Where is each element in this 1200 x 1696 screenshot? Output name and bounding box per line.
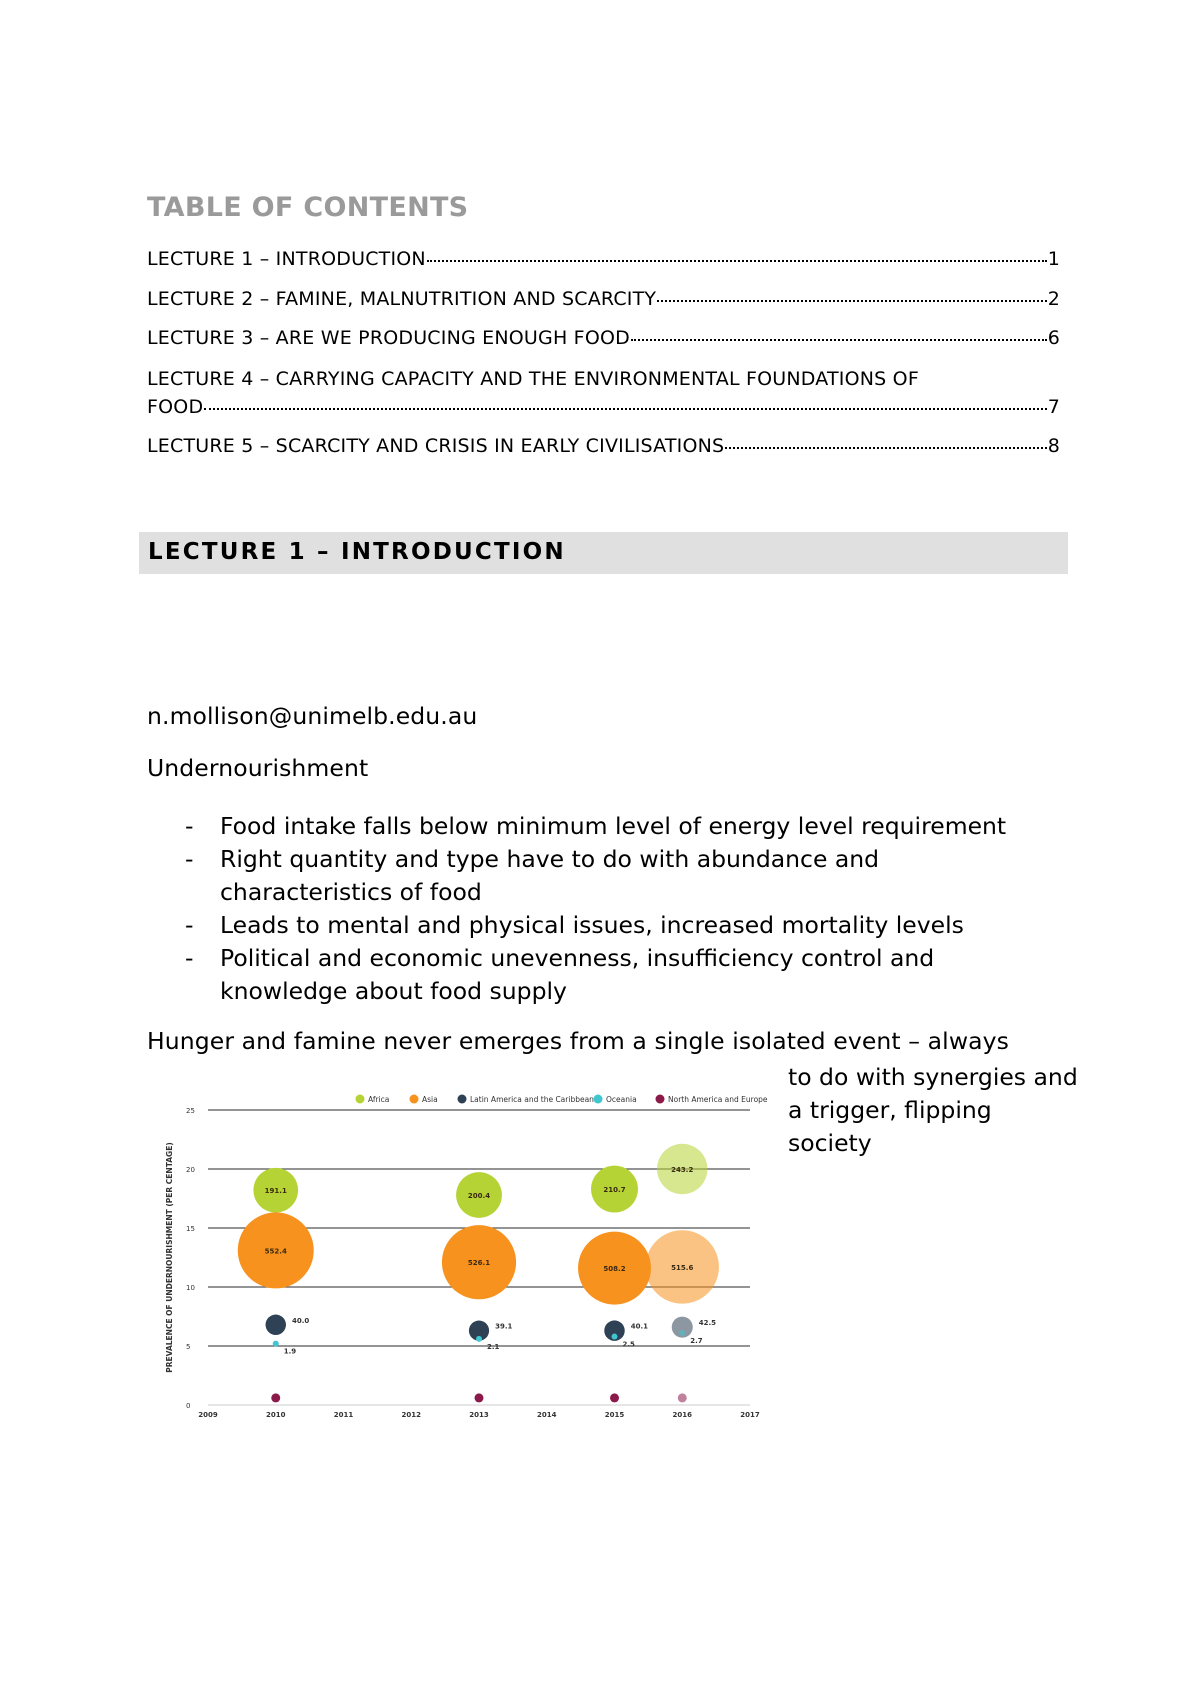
toc-entry-title: LECTURE 4 – CARRYING CAPACITY AND THE ENVIRONMENTAL FOUNDATIONS OF	[147, 368, 919, 390]
bubble-point	[610, 1393, 619, 1402]
toc-entry-title-continued: FOOD	[147, 396, 204, 418]
section-heading: LECTURE 1 – INTRODUCTION	[148, 539, 566, 565]
toc-leader	[204, 408, 1046, 410]
data-label: 243.2	[671, 1166, 694, 1174]
section-heading-bar	[139, 532, 1068, 574]
list-item: - Right quantity and type have to do with abundance and characteristics of food	[147, 843, 1000, 909]
data-label: 1.9	[283, 1347, 297, 1356]
data-label: 515.6	[671, 1263, 694, 1272]
y-tick-label: 5	[186, 1343, 191, 1351]
toc-page-number: 6	[1047, 327, 1060, 349]
undernourishment-bubble-chart	[150, 1085, 770, 1435]
toc-page-number: 1	[1047, 248, 1060, 270]
bubble-point	[678, 1393, 687, 1402]
data-label: 191.1	[264, 1187, 287, 1196]
data-label: 2.7	[690, 1337, 703, 1346]
x-tick-label: 2015	[604, 1411, 625, 1419]
bubble-point	[273, 1341, 279, 1347]
bubble-point	[612, 1334, 618, 1340]
toc-leader	[725, 447, 1046, 449]
x-tick-label: 2016	[672, 1411, 692, 1419]
paragraph-text: Hunger and famine never emerges from a single isolated event – always	[147, 1027, 1009, 1055]
data-label: 526.1	[467, 1259, 491, 1268]
x-tick-label: 2012	[401, 1411, 421, 1419]
y-tick-label: 0	[186, 1402, 191, 1410]
x-tick-label: 2011	[333, 1411, 354, 1419]
legend-label: North America and Europe	[668, 1095, 768, 1104]
data-label: 2.5	[622, 1340, 635, 1349]
toc-entry[interactable]	[147, 245, 1060, 273]
toc-entry-title: LECTURE 3 – ARE WE PRODUCING ENOUGH FOOD	[147, 327, 630, 349]
bubble-point	[271, 1393, 280, 1402]
bullet-list	[147, 810, 1067, 1008]
y-tick-label: 20	[186, 1166, 195, 1174]
bubble-point	[476, 1336, 482, 1342]
legend-swatch	[356, 1095, 365, 1104]
data-label: 552.4	[264, 1247, 287, 1256]
legend-swatch	[594, 1095, 603, 1104]
data-label: 42.5	[698, 1319, 717, 1328]
paragraph-continuation: to do with synergies and a trigger, flipping society	[788, 1063, 1078, 1157]
toc-entry-title: LECTURE 2 – FAMINE, MALNUTRITION AND SCARCITY	[147, 288, 657, 310]
legend-label: Africa	[368, 1095, 390, 1104]
toc-entry-title: LECTURE 5 – SCARCITY AND CRISIS IN EARLY CIVILISATIONS	[147, 435, 725, 457]
x-tick-label: 2017	[740, 1411, 760, 1419]
x-tick-label: 2013	[469, 1411, 489, 1419]
toc-entry-title: LECTURE 1 – INTRODUCTION	[147, 248, 426, 270]
data-label: 508.2	[603, 1265, 626, 1274]
bubble-point	[475, 1393, 484, 1402]
legend-label: Oceania	[606, 1095, 637, 1104]
email-text: n.mollison@unimelb.edu.au	[147, 702, 478, 730]
toc-entry[interactable]	[147, 432, 1060, 460]
legend-label: Latin America and the Caribbean	[470, 1095, 594, 1104]
y-axis-label: PREVALENCE OF UNDERNOURISHMENT (PER CENTAGE)	[165, 1142, 174, 1373]
legend-label: Asia	[422, 1095, 438, 1104]
x-tick-label: 2010	[266, 1411, 286, 1419]
x-tick-label: 2009	[198, 1411, 218, 1419]
bubble-point	[266, 1315, 286, 1335]
data-label: 2.1	[487, 1342, 500, 1351]
subheading: Undernourishment	[147, 754, 369, 782]
toc-entry[interactable]	[147, 324, 1060, 352]
toc-page-number: 2	[1047, 288, 1060, 310]
data-label: 40.1	[630, 1322, 649, 1331]
data-label: 200.4	[467, 1191, 491, 1200]
toc-entry[interactable]	[147, 365, 1060, 421]
legend-swatch	[656, 1095, 665, 1104]
data-label: 39.1	[495, 1322, 513, 1331]
data-label: 40.0	[291, 1316, 310, 1325]
toc-entry[interactable]	[147, 285, 1060, 313]
toc-leader	[427, 260, 1047, 262]
toc-leader	[657, 300, 1046, 302]
y-tick-label: 15	[186, 1225, 195, 1233]
toc-page-number: 8	[1047, 435, 1060, 457]
x-tick-label: 2014	[537, 1411, 557, 1419]
bubble-point	[679, 1330, 685, 1336]
data-label: 210.7	[603, 1186, 626, 1195]
y-tick-label: 25	[186, 1107, 195, 1115]
y-tick-label: 10	[186, 1284, 195, 1292]
list-item: - Leads to mental and physical issues, increased mortality levels	[147, 909, 1067, 942]
toc-leader	[631, 339, 1047, 341]
toc-heading: TABLE OF CONTENTS	[147, 192, 469, 223]
chart-svg	[150, 1085, 770, 1435]
list-item: - Political and economic unevenness, insufficiency control and knowledge about food supply	[147, 942, 1060, 1008]
legend-swatch	[458, 1095, 467, 1104]
list-item: - Food intake falls below minimum level of energy level requirement	[147, 810, 1067, 843]
toc-page-number: 7	[1047, 396, 1060, 418]
legend-swatch	[410, 1095, 419, 1104]
